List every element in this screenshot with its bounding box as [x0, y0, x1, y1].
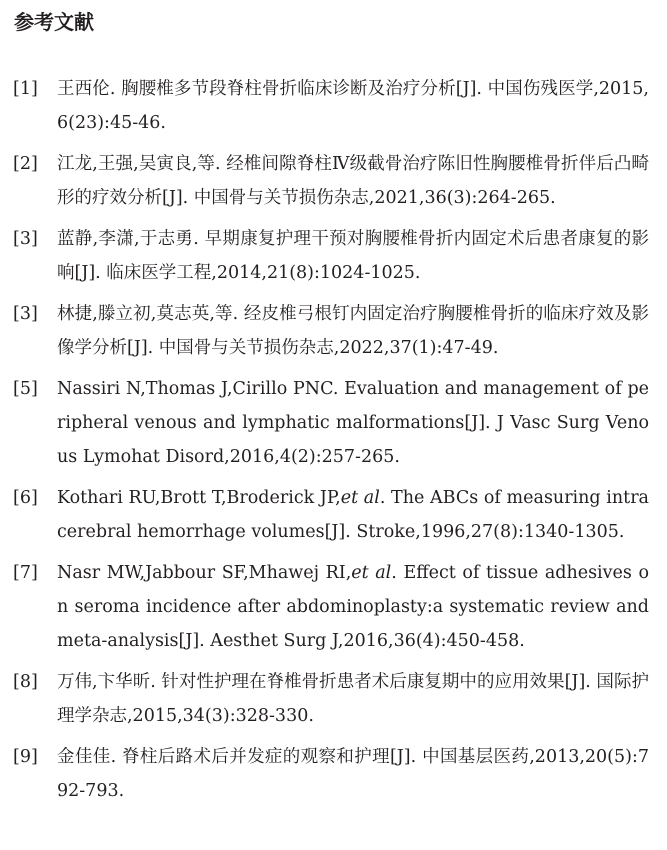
reference-item: [13, 222, 649, 290]
reference-item: [13, 665, 649, 733]
reference-title-source: . The ABCs of measuring intracerebral hemorrhage volumes[J]. Stroke,1996,27(8):1340-1305.: [57, 488, 649, 542]
reference-item: [13, 72, 649, 140]
section-heading: 参考文献: [14, 10, 94, 34]
reference-item: [13, 147, 649, 215]
reference-number: [8]: [13, 672, 38, 692]
reference-number: [1]: [13, 79, 38, 99]
reference-text: 金佳佳. 脊柱后路术后并发症的观察和护理[J]. 中国基层医药,2013,20(5):792-793.: [57, 747, 649, 801]
reference-text: [57, 556, 649, 658]
reference-text: 林捷,滕立初,莫志英,等. 经皮椎弓根钉内固定治疗胸腰椎骨折的临床疗效及影像学分析[J]. 中国骨与关节损伤杂志,2022,37(1):47-49.: [57, 304, 649, 358]
et-al-italic: et al: [340, 488, 380, 508]
reference-number: [3]: [13, 229, 38, 249]
reference-item: [13, 372, 649, 474]
reference-authors: Kothari RU,Brott T,Broderick JP,: [57, 488, 341, 508]
reference-text: Nassiri N,Thomas J,Cirillo PNC. Evaluation and management of peripheral venous and lymphatic malformations[J]. J Vasc Surg Venous Lymohat Disord,2016,4(2):257-265.: [57, 379, 649, 467]
reference-text: 王西伦. 胸腰椎多节段脊柱骨折临床诊断及治疗分析[J]. 中国伤残医学,2015,6(23):45-46.: [57, 79, 649, 133]
et-al-italic: et al: [351, 563, 392, 583]
reference-number: [5]: [13, 379, 38, 399]
reference-title-source: . Effect of tissue adhesives on seroma incidence after abdominoplasty:a systematic review and meta-analysis[J]. Aesthet Surg J,2016,36(4):450-458.: [57, 563, 649, 651]
reference-authors: Nasr MW,Jabbour SF,Mhawej RI,: [57, 563, 352, 583]
reference-text: 蓝静,李潇,于志勇. 早期康复护理干预对胸腰椎骨折内固定术后患者康复的影响[J]. 临床医学工程,2014,21(8):1024-1025.: [57, 229, 649, 283]
reference-list: [13, 72, 649, 808]
reference-text: 万伟,卞华昕. 针对性护理在脊椎骨折患者术后康复期中的应用效果[J]. 国际护理学杂志,2015,34(3):328-330.: [57, 672, 649, 726]
reference-item: [13, 740, 649, 808]
reference-number: [7]: [13, 563, 38, 583]
reference-number: [9]: [13, 747, 38, 767]
reference-number: [6]: [13, 488, 38, 508]
reference-number: [3]: [13, 304, 38, 324]
reference-item: [13, 556, 649, 658]
reference-number: [2]: [13, 154, 38, 174]
reference-text: 江龙,王强,吴寅良,等. 经椎间隙脊柱Ⅳ级截骨治疗陈旧性胸腰椎骨折伴后凸畸形的疗效分析[J]. 中国骨与关节损伤杂志,2021,36(3):264-265.: [57, 154, 649, 208]
reference-text: [57, 481, 649, 549]
reference-item: [13, 297, 649, 365]
reference-item: [13, 481, 649, 549]
